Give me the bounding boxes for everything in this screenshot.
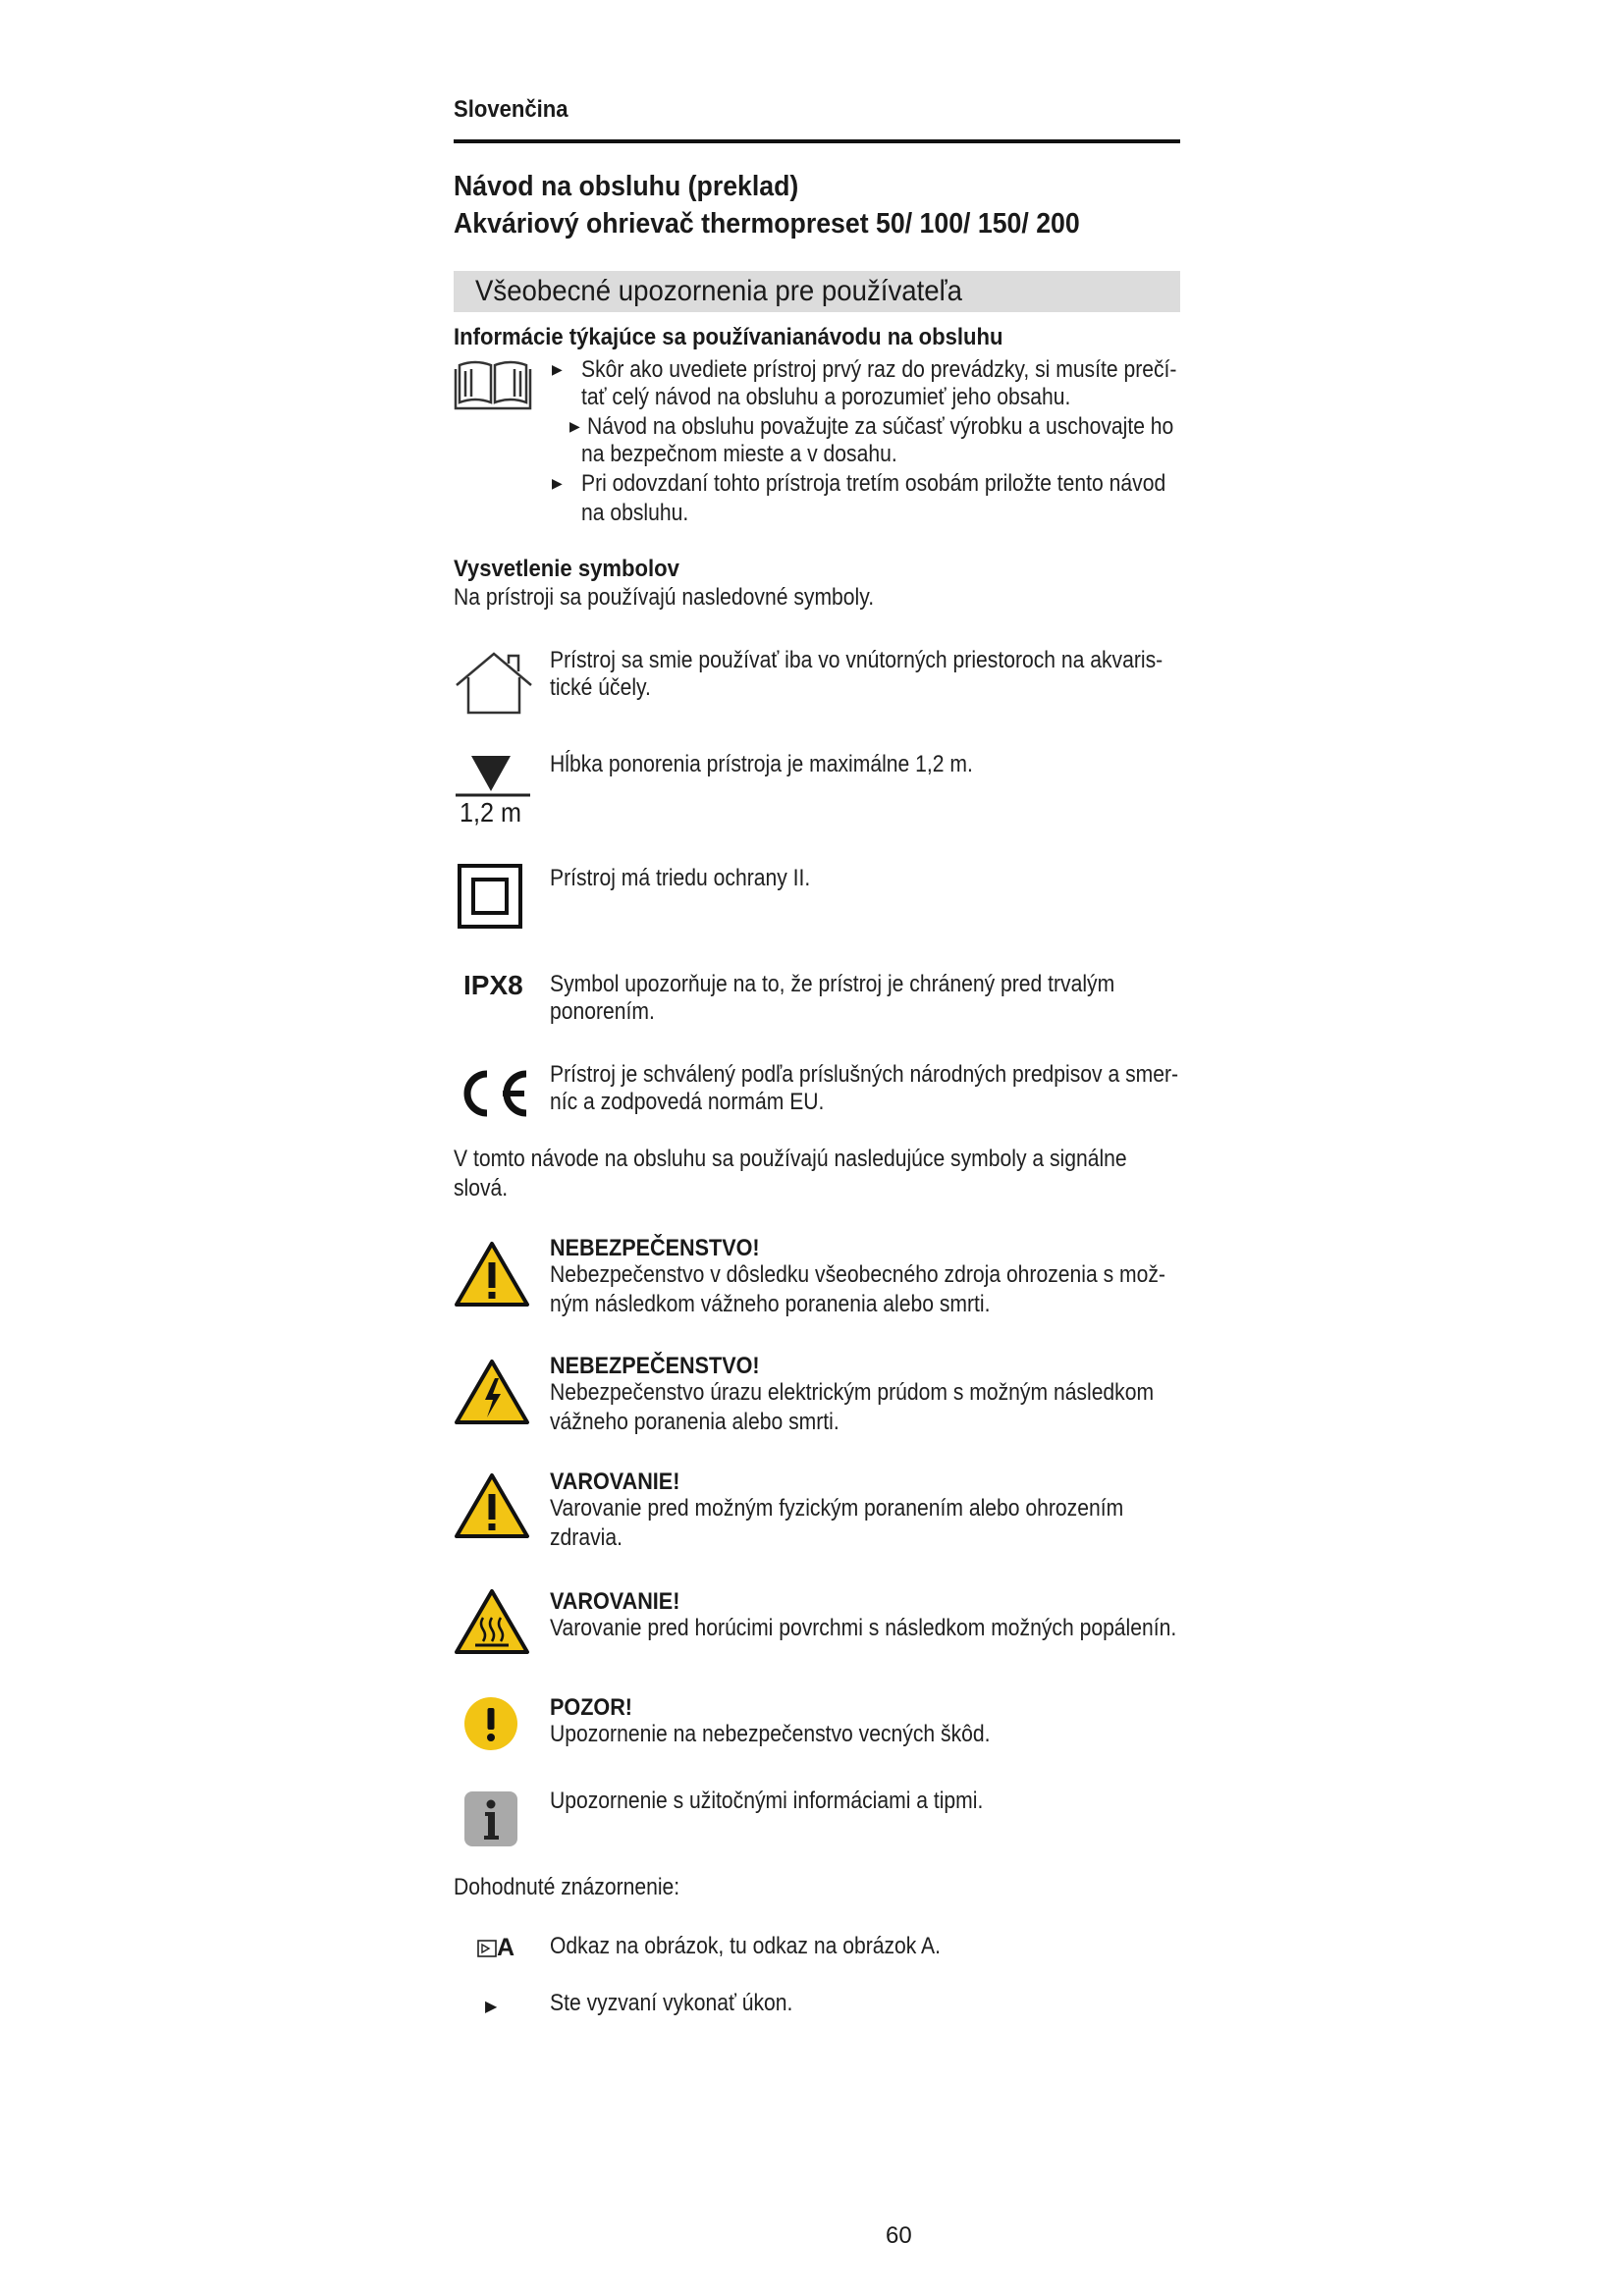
symbols-intro: Na prístroji sa používajú nasledovné symboly.	[454, 584, 875, 611]
action-text: Ste vyzvaní vykonať úkon.	[550, 1990, 793, 2016]
ce-mark-icon	[454, 1066, 532, 1121]
danger-text-2b: vážneho poranenia alebo smrti.	[550, 1409, 839, 1435]
house-icon	[454, 650, 534, 717]
manual-bullet-3a: Pri odovzdaní tohto prístroja tretím osobám priložte tento návod	[581, 470, 1166, 497]
danger-title-1: NEBEZPEČENSTVO!	[550, 1235, 760, 1261]
hot-surface-icon	[454, 1588, 530, 1655]
danger-text-2a: Nebezpečenstvo úrazu elektrickým prúdom s možným následkom	[550, 1379, 1155, 1406]
depth-text: Hĺbka ponorenia prístroja je maximálne 1,2 m.	[550, 751, 973, 777]
ce-text-1: Prístroj je schválený podľa príslušných národných predpisov a smer-	[550, 1061, 1179, 1088]
symbols-heading: Vysvetlenie symbolov	[454, 556, 679, 582]
figure-reference-icon	[477, 1940, 497, 1957]
manual-bullet-1a: Skôr ako uvediete prístroj prvý raz do prevádzky, si musíte prečí-	[581, 356, 1177, 383]
conventions-heading: Dohodnuté znázornenie:	[454, 1874, 680, 1900]
manual-bullet-2a: Návod na obsluhu považujte za súčasť výrobku a uschovajte ho	[587, 413, 1174, 440]
indoor-text-1: Prístroj sa smie používať iba vo vnútorných priestoroch na akvaris-	[550, 647, 1164, 673]
product-title: Akváriový ohrievač thermopreset 50/ 100/ 150/ 200	[454, 208, 1080, 240]
warning-icon	[454, 1472, 530, 1539]
figure-label: A	[497, 1934, 515, 1961]
ipx8-label: IPX8	[463, 970, 523, 1000]
immersion-depth-icon	[456, 754, 534, 803]
danger-text-1b: ným následkom vážneho poranenia alebo smrti.	[550, 1291, 991, 1317]
book-icon	[454, 357, 532, 412]
bullet-arrow-icon: ▶	[552, 361, 563, 377]
bullet-arrow-icon: ▶	[552, 475, 563, 491]
manual-bullet-1b: tať celý návod na obsluhu a porozumieť jeho obsahu.	[581, 384, 1071, 410]
info-text: Upozornenie s užitočnými informáciami a tipmi.	[550, 1788, 984, 1814]
caution-title: POZOR!	[550, 1694, 632, 1721]
ipx-text-1: Symbol upozorňuje na to, že prístroj je chránený pred trvalým	[550, 971, 1115, 997]
warning-title-1: VAROVANIE!	[550, 1468, 680, 1495]
section-header	[454, 271, 1180, 312]
caution-text: Upozornenie na nebezpečenstvo vecných škôd.	[550, 1721, 991, 1747]
signal-intro-1: V tomto návode na obsluhu sa používajú nasledujúce symboly a signálne	[454, 1146, 1127, 1172]
page-number: 60	[886, 2222, 912, 2249]
electric-danger-icon	[454, 1359, 530, 1425]
warning-title-2: VAROVANIE!	[550, 1588, 680, 1615]
danger-title-2: NEBEZPEČENSTVO!	[550, 1353, 760, 1379]
manual-bullet-2b: na bezpečnom mieste a v dosahu.	[581, 441, 897, 467]
depth-label: 1,2 m	[460, 797, 522, 828]
signal-intro-2: slová.	[454, 1175, 509, 1201]
language-label: Slovenčina	[454, 96, 568, 123]
info-icon	[463, 1790, 518, 1847]
warning-text-2a: Varovanie pred horúcimi povrchmi s následkom možných popálenín.	[550, 1615, 1177, 1641]
bullet-arrow-icon: ▶	[569, 418, 580, 434]
section-title: Všeobecné upozornenia pre používateľa	[475, 275, 963, 307]
ce-text-2: níc a zodpovedá normám EU.	[550, 1089, 825, 1115]
protection-text: Prístroj má triedu ochrany II.	[550, 865, 811, 891]
document-title: Návod na obsluhu (preklad)	[454, 171, 799, 202]
warning-text-1b: zdravia.	[550, 1524, 623, 1551]
danger-text-1a: Nebezpečenstvo v dôsledku všeobecného zdroja ohrozenia s mož-	[550, 1261, 1165, 1288]
manual-bullet-3b: na obsluhu.	[581, 500, 689, 526]
action-arrow-icon: ▶	[485, 1999, 498, 2015]
ipx-text-2: ponorením.	[550, 998, 655, 1025]
general-danger-icon	[454, 1241, 530, 1308]
warning-text-1a: Varovanie pred možným fyzickým poranením alebo ohrozením	[550, 1495, 1124, 1522]
caution-icon	[463, 1696, 518, 1751]
indoor-text-2: tické účely.	[550, 674, 651, 701]
protection-class-ii-icon	[458, 864, 522, 929]
manual-info-heading: Informácie týkajúce sa používanianávodu na obsluhu	[454, 324, 1003, 350]
header-rule	[454, 139, 1180, 143]
figure-text: Odkaz na obrázok, tu odkaz na obrázok A.	[550, 1933, 942, 1959]
